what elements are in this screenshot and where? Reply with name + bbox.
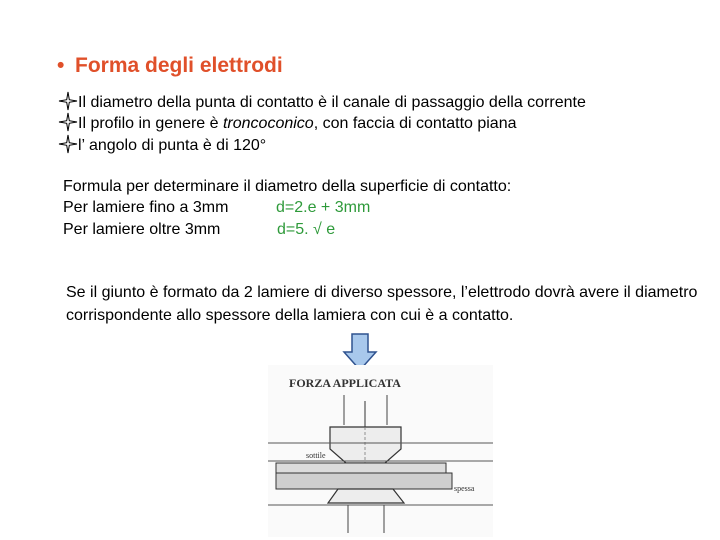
bullet-text: l’ angolo di punta è di 120°: [78, 137, 267, 154]
formula-row-2: [63, 219, 335, 240]
slide-title: [57, 54, 283, 78]
formula-label: Per lamiere fino a 3mm: [63, 199, 229, 216]
bullet-item-angolo: [58, 134, 266, 156]
four-point-star-icon: [58, 91, 78, 111]
electrode-diagram: [268, 365, 493, 537]
thin-sheet-label: sottile: [306, 451, 326, 460]
thick-sheet-label: spessa: [454, 484, 475, 493]
bullet-text-italic: troncoconico: [222, 115, 314, 132]
force-label: FORZA APPLICATA: [289, 376, 401, 390]
bullet-item-diametro: [58, 91, 586, 113]
bullet-text-end: , con faccia di contatto piana: [313, 115, 517, 132]
formula-label: Per lamiere oltre 3mm: [63, 221, 221, 238]
slide-title-text: Forma degli elettrodi: [75, 54, 283, 77]
note-paragraph: Se il giunto è formato da 2 lamiere di diverso spessore, l’elettrodo dovrà avere il diametro corrispondente allo spessore della lamiera con cui è a contatto.: [66, 284, 698, 324]
four-point-star-icon: [58, 112, 78, 132]
bullet-text: Il diametro della punta di contatto è il canale di passaggio della corrente: [78, 94, 586, 111]
bullet-dot-icon: •: [57, 54, 65, 77]
formula-intro: Formula per determinare il diametro della superficie di contatto:: [63, 178, 512, 195]
formula-row-1: [63, 197, 370, 218]
four-point-star-icon: [58, 134, 78, 154]
bullet-item-profilo: [58, 112, 517, 134]
formula-value: d=5. √ e: [277, 221, 336, 238]
formula-value: d=2.e + 3mm: [276, 199, 371, 216]
bullet-text-start: Il profilo in genere è: [78, 115, 223, 132]
